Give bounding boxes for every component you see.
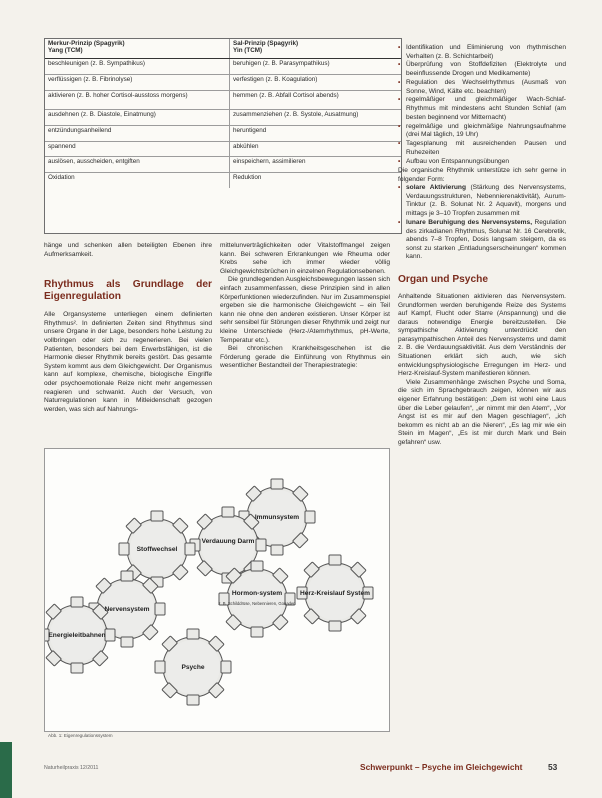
gear-label: Verdauung Darm bbox=[201, 538, 255, 545]
gear-label: Immunsystem bbox=[254, 514, 300, 521]
body-text: Alle Organsysteme unterliegen einem definierten Rhythmus². In definierten Zeiten sind Rhythmus sind unsere Organe in der Lage, besonders hohe Leistung zu vollbringen oder sich zu regenerieren. Bei vielen Patienten, besonders bei dem Erwerbsfähigen, ist die Harmonie dieser Rhythmik bereits gestört. Das gesamte System kommt aus dem Gleichgewicht. Der Organismus kann auf komplexe, chemische, biologische Eingriffe oder psychoemotionale Reize nicht mehr angemessen reagieren und schwankt. Auch der Versuch, von Naturregulationen kann in Mitleidenschaft gezogen werden, was sich auf Nahrungs- bbox=[44, 311, 212, 413]
body-text: mittelunverträglichkeiten oder Vitalstoffmangel zeigen kann. Bei schweren Erkrankungen wie Rheuma oder Krebs sehe ich immer wieder völlig Gleichgewichtsbrüchen in einzelnen Regulationsebenen. bbox=[220, 242, 390, 275]
table-row: beschleunigen (z. B. Sympathikus) beruhigen (z. B. Parasympathikus) bbox=[45, 59, 401, 75]
list-item: • solare Aktivierung (Stärkung des Nervensystems, Verdauungsstrukturen, Nebennierenaktivität), Aurum-Tinktur (z. B. Solunat Nr. 2 Aquavit), morgens und mittags je 3–10 Tropfen zusammen mit bbox=[398, 184, 566, 218]
table-row: ausdehnen (z. B. Diastole, Einatmung) zusammenziehen (z. B. Systole, Ausatmung) bbox=[45, 109, 401, 125]
gear-label: Energieleitbahnen bbox=[48, 632, 106, 639]
list-item: • regelmäßige und gleichmäßige Nahrungsaufnahme (drei Mal täglich, 19 Uhr) bbox=[398, 123, 566, 140]
heading-organ-psyche: Organ und Psyche bbox=[398, 273, 489, 285]
gear-label: Hormon-system bbox=[231, 590, 283, 597]
body-text: Bei chronischen Krankheitsgeschehen ist die Förderung gerade die Einführung von Rhythmus ein wesentlicher Bestandteil der Therapiestrategie: bbox=[220, 345, 390, 370]
gear-label: Nervensystem bbox=[104, 606, 150, 613]
table-row: spannend abkühlen bbox=[45, 141, 401, 157]
gear-label: Psyche bbox=[181, 664, 205, 671]
table-row: entzündungsanheilend heruntigend bbox=[45, 125, 401, 141]
support-list bbox=[398, 184, 566, 262]
list-item: • Überprüfung von Stoffdefiziten (Elektrolyte und beeinflussende Drogen und Medikamente) bbox=[398, 61, 566, 78]
list-item: • Identifikation und Eliminierung von rhythmischen Verhalten (z. B. Schichtarbeit) bbox=[398, 44, 566, 61]
regulation-table bbox=[44, 38, 402, 234]
list-item: • Aufbau von Entspannungsübungen bbox=[398, 158, 566, 167]
gear-label: Herz-Kreislauf System bbox=[300, 590, 370, 597]
gear-label: Stoffwechsel bbox=[136, 546, 178, 553]
column-1 bbox=[44, 242, 212, 414]
column-3 bbox=[398, 44, 566, 448]
table-row: auslösen, ausscheiden, entgiften einspeichern, assimilieren bbox=[45, 157, 401, 173]
column-2 bbox=[220, 242, 390, 371]
list-item: • Tagesplanung mit ausreichenden Pausen und Ruhezeiten bbox=[398, 140, 566, 157]
table-header-row bbox=[45, 39, 401, 59]
table-row: verflüssigen (z. B. Fibrinolyse) verfestigen (z. B. Koagulation) bbox=[45, 74, 401, 90]
footer-left: Naturheilpraxis 12/2011 bbox=[44, 765, 99, 771]
gear-sublabel: z. B. Schilddrüse, Nebennieren, Gonaden bbox=[218, 601, 296, 606]
gear-diagram bbox=[45, 449, 389, 731]
list-item: • lunare Beruhigung des Nervensystems, Regulation des zirkadianen Rhythmus, Solunat Nr. 16 Cerebretik, abends 7–8 Tropfen, Dosis langsam steigern, da es sonst zu starken „Entladungserscheinungen“ kommen kann. bbox=[398, 219, 566, 262]
intro-text: hänge und schenken allen beteiligten Ebenen ihre Aufmerksamkeit. bbox=[44, 242, 212, 258]
body-text: Die grundlegenden Ausgleichsbewegungen lassen sich einfach zusammenfassen, diese Prinzipien sind in allen Körperfunktionen wiederzufinden. Nur im Zusammenspiel ergeben sie die harmonische Gleichgewicht – ein Teil kann nie ohne den anderen existieren. Unser Körper ist sehr sensibel für Störungen dieser Rhythmik und zeigt nur kleine Unterschiede (Herz-/Atemrhythmus, pH-Werte, Temperatur etc.). bbox=[220, 276, 390, 344]
list-item: • Regulation des Wechselrhythmus (Ausmaß von Sonne, Wind, Kälte etc. beachten) bbox=[398, 79, 566, 96]
table-row: aktivieren (z. B. hoher Cortisol-ausstoss morgens) hemmen (z. B. Abfall Cortisol abends) bbox=[45, 90, 401, 109]
table-header-right: Sal-Prinzip (Spagyrik) Yin (TCM) bbox=[230, 39, 402, 59]
footer-title: Schwerpunkt – Psyche im Gleichgewicht bbox=[360, 762, 523, 772]
body-text: Viele Zusammenhänge zwischen Psyche und Soma, die sich im Sprachgebrauch zeigen, können wir aus eigener Erfahrung bestätigen: „Dem ist wohl eine Laus über die Leber gelaufen“, „er nimmt mir den Atem“, „Vor Angst ist es mir auf den Magen geschlagen“, „ich bekomm es nicht ab an die Nieren“, „Es lag mir wie ein Stein im Magen“, „Es ist mir durch Mark und Bein gefahren“ usw. bbox=[398, 378, 566, 447]
gear-hormonsystem bbox=[219, 561, 295, 637]
table-header-left: Merkur-Prinzip (Spagyrik) Yang (TCM) bbox=[45, 39, 230, 59]
table-row: Oxidation Reduktion bbox=[45, 173, 401, 188]
list-item: • regelmäßiger und gleichmäßiger Wach-Schlaf-Rhythmus mit mindestens acht Stunden Schlaf (am besten beginnend vor Mitternacht) bbox=[398, 96, 566, 122]
gear-figure bbox=[44, 448, 390, 732]
heading-rhythmus: Rhythmus als Grundlage der Eigenregulation bbox=[44, 279, 212, 303]
body-text: Anhaltende Situationen aktivieren das Nervensystem. Grundformen werden beruhigende Reize des Systems auf Kampf, Flucht oder Starre (Anspannung) und die daraus notwendige Energie bereitzustellen. Die sympathische Aktivierung unterdrückt den parasympathischen Anteil des Nervensystems und damit z. B. die Verdauungsaktivität. Aus dem Verständnis der Situationen erklärt sich auch, wie sich entwicklungsphysiologische Erregungen im Herz- und Herz-Kreislauf-System manifestieren können. bbox=[398, 292, 566, 378]
green-side-bar bbox=[0, 742, 12, 798]
figure-caption: Abb. 1: Eigenregulationssystem bbox=[48, 733, 113, 738]
body-text: Die organische Rhythmik unterstütze ich sehr gerne in folgender Form: bbox=[398, 167, 566, 183]
therapy-list bbox=[398, 44, 566, 166]
page-number: 53 bbox=[548, 762, 558, 772]
